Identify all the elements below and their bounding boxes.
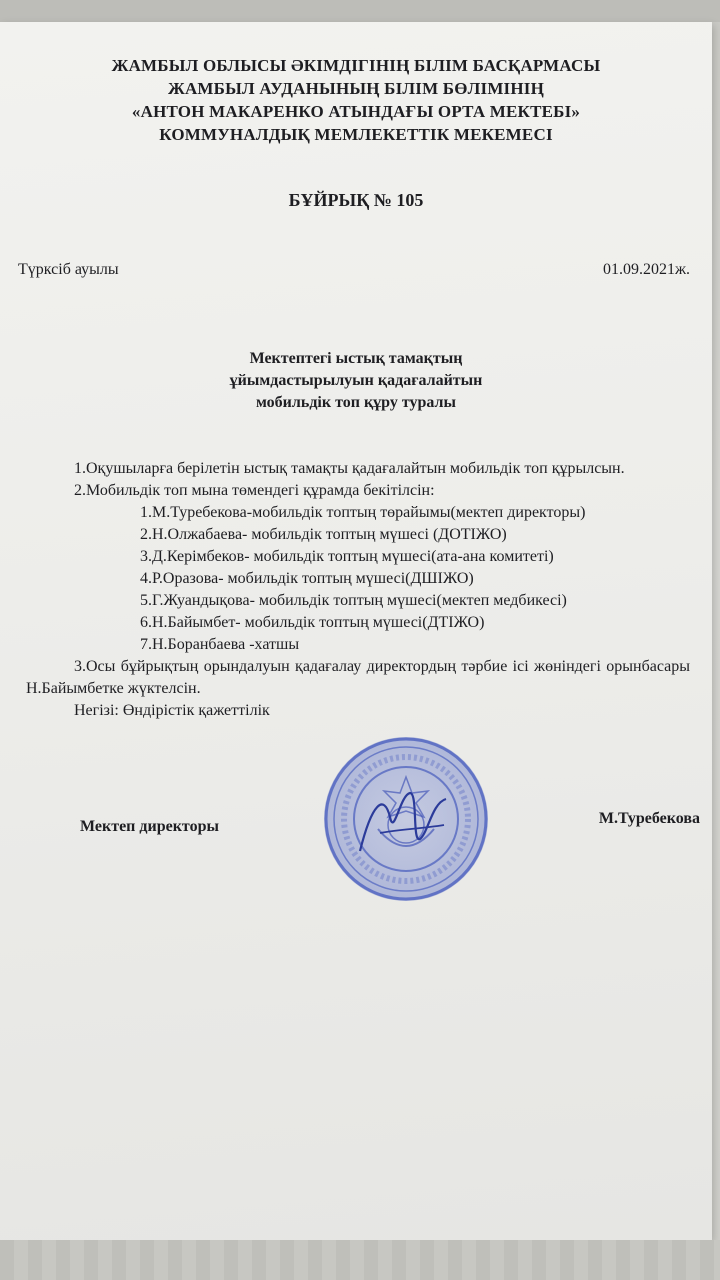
order-date: 01.09.2021ж. — [602, 261, 690, 278]
header-line-3: «АНТОН МАКАРЕНКО АТЫНДАҒЫ ОРТА МЕКТЕБІ» — [131, 102, 581, 121]
subject-line-1: Мектептегі ыстық тамақтың — [249, 350, 463, 367]
member-item: 1.М.Туребекова-мобильдік топтың төрайымы(мектеп директоры) — [140, 504, 586, 521]
order-body — [26, 458, 690, 722]
official-seal-icon — [320, 733, 492, 905]
background-top — [0, 0, 720, 22]
subject-line-3: мобильдік топ құру туралы — [255, 394, 457, 411]
order-item-1: 1.Оқушыларға берілетін ыстық тамақты қадағалайтын мобильдік топ құрылсын. — [74, 460, 625, 477]
order-item-3: 3.Осы бұйрықтың орындалуын қадағалау директордың тәрбие ісі жөніндегі орынбасары Н.Байымбетке жүктелсін. — [26, 658, 690, 697]
place-name: Түрксіб ауылы — [18, 261, 119, 278]
order-title: БҰЙРЫҚ № 105 — [288, 190, 424, 210]
order-item-2: 2.Мобильдік топ мына төмендегі құрамда бекітілсін: — [74, 482, 435, 499]
header-line-1: ЖАМБЫЛ ОБЛЫСЫ ӘКІМДІГІНІҢ БІЛІМ БАСҚАРМАСЫ — [111, 56, 601, 75]
header-line-2: ЖАМБЫЛ АУДАНЫНЫҢ БІЛІМ БӨЛІМІНІҢ — [167, 79, 545, 98]
order-subject — [0, 348, 712, 414]
subject-line-2: ұйымдастырылуын қадағалайтын — [229, 372, 483, 389]
member-item: 3.Д.Керімбеков- мобильдік топтың мүшесі(ата-ана комитеті) — [140, 548, 554, 565]
member-item: 6.Н.Байымбет- мобильдік топтың мүшесі(ДТІЖО) — [140, 614, 485, 631]
member-item: 7.Н.Боранбаева -хатшы — [140, 636, 300, 653]
background-bottom — [0, 1240, 720, 1280]
header-line-4: КОММУНАЛДЫҚ МЕМЛЕКЕТТІК МЕКЕМЕСІ — [159, 125, 553, 144]
member-item: 2.Н.Олжабаева- мобильдік топтың мүшесі (ДОТІЖО) — [140, 526, 507, 543]
document-header — [0, 54, 712, 146]
signatory-name: М.Туребекова — [598, 810, 700, 827]
order-basis: Негізі: Өндірістік қажеттілік — [74, 702, 270, 719]
member-item: 5.Г.Жуандықова- мобильдік топтың мүшесі(мектеп медбикесі) — [140, 592, 567, 609]
signatory-position: Мектеп директоры — [80, 818, 219, 835]
member-item: 4.Р.Оразова- мобильдік топтың мүшесі(ДШІЖО) — [140, 570, 474, 587]
member-list — [26, 502, 690, 656]
